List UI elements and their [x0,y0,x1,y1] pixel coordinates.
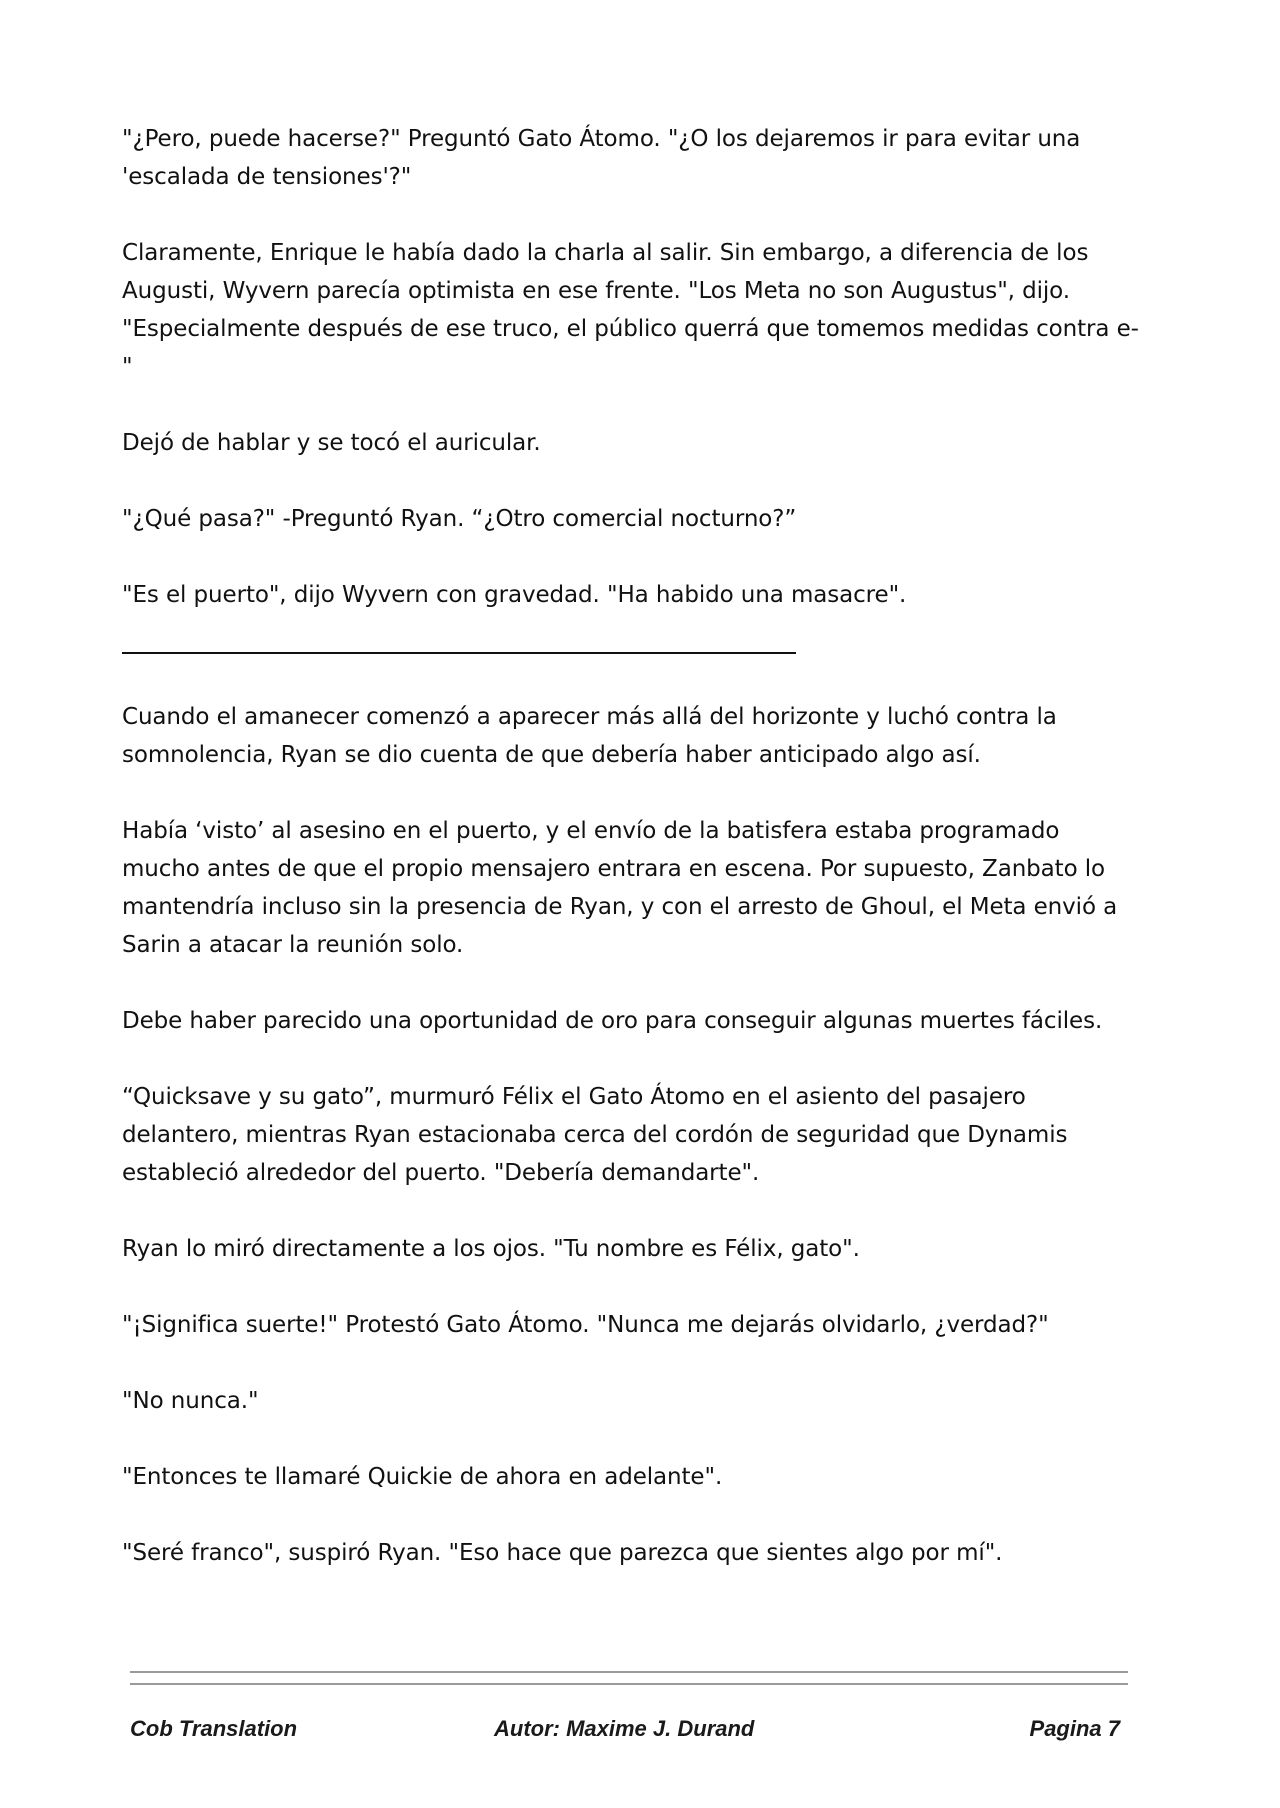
page-footer [130,1716,1128,1748]
footer-translator: Cob Translation [130,1716,298,1741]
paragraph: “Quicksave y su gato”, murmuró Félix el Gato Átomo en el asiento del pasajero delantero, mientras Ryan estacionaba cerca del cordón de seguridad que Dynamis estableció alrededor del puerto. "Debería demandarte". [122,1084,1068,1186]
paragraph: "Entonces te llamaré Quickie de ahora en adelante". [122,1464,723,1490]
footer-author: Autor: Maxime J. Durand [494,1716,755,1741]
footer-page-number: Pagina 7 [1029,1716,1120,1741]
paragraph: "Es el puerto", dijo Wyvern con gravedad. "Ha habido una masacre". [122,582,907,608]
paragraph: Había ‘visto’ al asesino en el puerto, y el envío de la batisfera estaba programado mucho antes de que el propio mensajero entrara en escena. Por supuesto, Zanbato lo mantendría incluso sin la presencia de Ryan, y con el arresto de Ghoul, el Meta envió a Sarin a atacar la reunión solo. [122,818,1118,958]
paragraph: Debe haber parecido una oportunidad de oro para conseguir algunas muertes fáciles. [122,1008,1103,1034]
page-body [122,120,1142,1610]
paragraph: "No nunca." [122,1388,259,1414]
paragraph: "¡Significa suerte!" Protestó Gato Átomo. "Nunca me dejarás olvidarlo, ¿verdad?" [122,1312,1049,1338]
paragraph: Dejó de hablar y se tocó el auricular. [122,430,541,456]
footer-rule-bottom [130,1683,1128,1685]
paragraph: "¿Pero, puede hacerse?" Preguntó Gato Átomo. "¿O los dejaremos ir para evitar una 'escalada de tensiones'?" [122,126,1081,190]
paragraph: Cuando el amanecer comenzó a aparecer más allá del horizonte y luchó contra la somnolencia, Ryan se dio cuenta de que debería haber anticipado algo así. [122,704,1057,768]
scene-break-divider [122,652,796,654]
paragraph: Claramente, Enrique le había dado la charla al salir. Sin embargo, a diferencia de los Augusti, Wyvern parecía optimista en ese frente. "Los Meta no son Augustus", dijo. "Especialmente después de ese truco, el público querrá que tomemos medidas contra e-" [122,240,1139,380]
paragraph: "¿Qué pasa?" -Preguntó Ryan. “¿Otro comercial nocturno?” [122,506,797,532]
paragraph: "Seré franco", suspiró Ryan. "Eso hace que parezca que sientes algo por mí". [122,1540,1003,1566]
paragraph: Ryan lo miró directamente a los ojos. "Tu nombre es Félix, gato". [122,1236,860,1262]
footer-rule-top [130,1671,1128,1673]
